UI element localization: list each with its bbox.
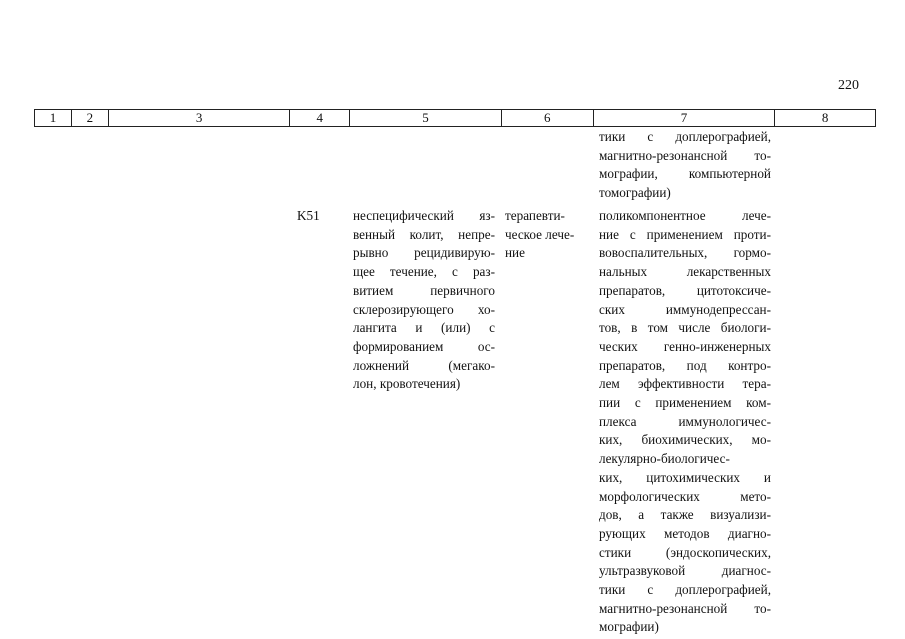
text-line: склерозирующего хо- [353,301,495,317]
text-line: рывно рецидивирую- [353,245,495,261]
text-line: венный колит, непре- [353,226,495,242]
treatment-type [505,207,589,263]
text-line: тики с доплерографией, [599,129,771,144]
text-line: ческое лече- [505,226,575,242]
column-number-6: 6 [502,110,594,126]
text-line: витием первичного [353,282,495,298]
column-number-3: 3 [109,110,291,126]
text-line: ческих генно-инженерных [599,338,771,354]
disease-code: K51 [297,208,320,223]
text-line: ние [505,245,525,261]
page-number: 220 [838,78,859,93]
text-line: поликомпонентное лече- [599,208,771,223]
text-line: тов, в том числе биологи- [599,320,771,336]
text-line: магнитно-резонансной то- [599,600,771,616]
text-line: ских иммунодепрессан- [599,301,771,317]
text-line: ких, цитохимических и [599,469,771,485]
text-line: лангита и (или) с [353,320,495,336]
text-line: пии с применением ком- [599,395,771,411]
column-number-8: 8 [821,110,829,125]
text-line: лем эффективности тера- [599,376,771,392]
text-line: морфологических мето- [599,488,771,504]
text-line: вовоспалительных, гормо- [599,245,771,261]
column-number-4: 4 [290,110,350,126]
column-number-2: 2 [72,110,109,126]
text-line: лон, кровотечения) [353,376,461,392]
column-number-1: 1 [35,110,72,126]
text-line: мографии, компьютерной [599,166,771,182]
column-number-5: 5 [350,110,502,126]
text-line: неспецифический яз- [353,208,495,223]
text-line: препаратов, под контро- [599,357,771,373]
text-line: формированием ос- [353,338,495,354]
text-line: стики (эндоскопических, [599,544,771,560]
text-line: ние с применением проти- [599,226,771,242]
text-line: томографии) [599,185,671,201]
text-line: терапевти- [505,208,565,223]
text-line: тики с доплерографией, [599,582,771,598]
text-line: лекулярно-биологичес- [599,451,730,467]
text-line: ложнений (мегако- [353,357,495,373]
text-line: ультразвуковой диагнос- [599,563,771,579]
disease-description [353,207,495,394]
column-number-7: 7 [594,110,776,126]
text-line: ких, биохимических, мо- [599,432,771,448]
text-line: мографии) [599,619,659,635]
text-line: дов, а также визуализи- [599,507,771,523]
table-header-row [34,109,876,127]
text-line: магнитно-резонансной то- [599,147,771,163]
text-line: нальных лекарственных [599,264,771,280]
column-7-continuation-text [599,128,771,203]
text-line: плекса иммунологичес- [599,413,771,429]
treatment-method [599,207,771,637]
text-line: препаратов, цитотоксиче- [599,282,771,298]
text-line: рующих методов диагно- [599,525,771,541]
text-line: щее течение, с раз- [353,264,495,280]
